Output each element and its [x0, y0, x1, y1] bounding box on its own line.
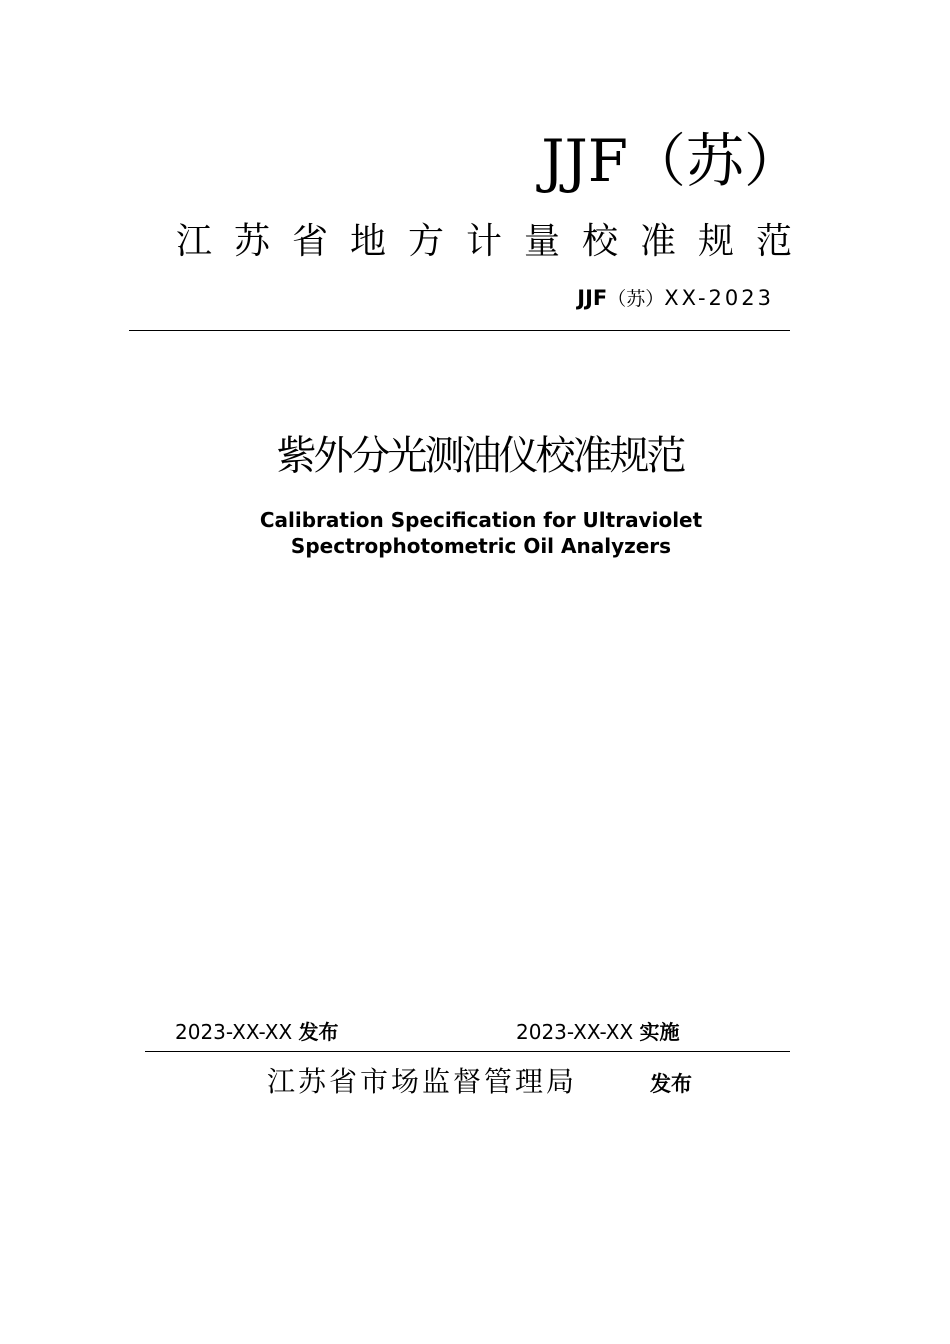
issue-date-label: 发布	[298, 1020, 339, 1044]
implementation-date	[516, 1016, 680, 1045]
issuing-action: 发布	[650, 1072, 692, 1096]
implementation-date-label: 实施	[639, 1020, 680, 1044]
document-number-prefix: JJF	[577, 286, 608, 310]
document-number-paren: （苏）	[607, 288, 665, 310]
title-chinese: 紫外分光测油仪校准规范	[276, 433, 684, 479]
document-number-suffix: XX-2023	[664, 286, 774, 310]
issue-date	[175, 1016, 339, 1045]
top-divider	[129, 330, 790, 331]
title-english-line-2: Spectrophotometric Oil Analyzers	[290, 534, 672, 558]
issue-date-value: 2023-XX-XX	[175, 1020, 293, 1044]
header-code: JJF（苏）	[541, 127, 802, 195]
bottom-divider	[145, 1051, 790, 1052]
title-english	[0, 507, 950, 559]
issuing-authority: 江苏省市场监督管理局	[267, 1065, 578, 1098]
header-org-name: 江苏省地方计量校准规范	[176, 221, 815, 262]
document-number	[577, 284, 774, 311]
implementation-date-value: 2023-XX-XX	[516, 1020, 634, 1044]
title-english-line-1: Calibration Specification for Ultraviolet	[259, 508, 703, 532]
